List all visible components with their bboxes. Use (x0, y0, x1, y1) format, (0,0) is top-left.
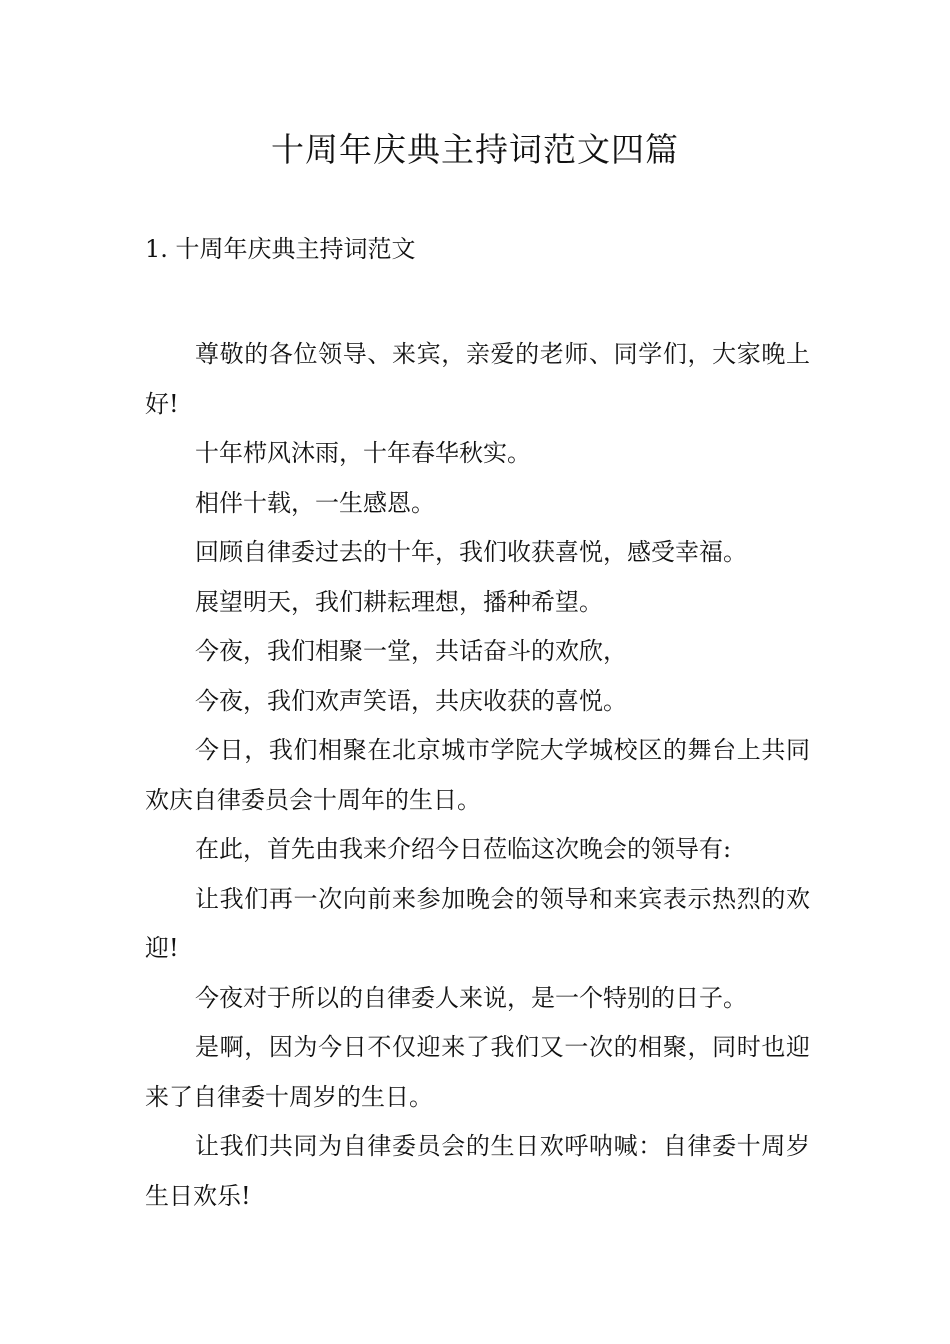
paragraph: 让我们再一次向前来参加晚会的领导和来宾表示热烈的欢迎! (145, 884, 810, 962)
paragraph: 今夜，我们相聚一堂，共话奋斗的欢欣， (195, 637, 627, 665)
paragraph: 今夜，我们欢声笑语，共庆收获的喜悦。 (195, 686, 627, 715)
paragraph: 回顾自律委过去的十年，我们收获喜悦，感受幸福。 (195, 538, 747, 566)
section-heading: 1. 十周年庆典主持词范文 (145, 235, 416, 263)
paragraph: 今夜对于所以的自律委人来说，是一个特别的日子。 (195, 983, 747, 1012)
paragraph: 让我们共同为自律委员会的生日欢呼呐喊：自律委十周岁生日欢乐! (145, 1132, 810, 1210)
paragraph: 今日，我们相聚在北京城市学院大学城校区的舞台上共同欢庆自律委员会十周年的生日。 (145, 736, 810, 814)
paragraph: 是啊，因为今日不仅迎来了我们又一次的相聚，同时也迎来了自律委十周岁的生日。 (145, 1033, 810, 1111)
paragraph: 尊敬的各位领导、来宾，亲爱的老师、同学们，大家晚上好! (145, 340, 810, 418)
paragraph: 展望明天，我们耕耘理想，播种希望。 (195, 587, 603, 616)
paragraph: 十年栉风沐雨，十年春华秋实。 (195, 439, 531, 467)
document-title: 十周年庆典主持词范文四篇 (271, 130, 679, 169)
document-body (145, 330, 810, 1221)
paragraph: 在此，首先由我来介绍今日莅临这次晚会的领导有: (195, 835, 732, 863)
paragraph: 相伴十载，一生感恩。 (195, 488, 435, 517)
